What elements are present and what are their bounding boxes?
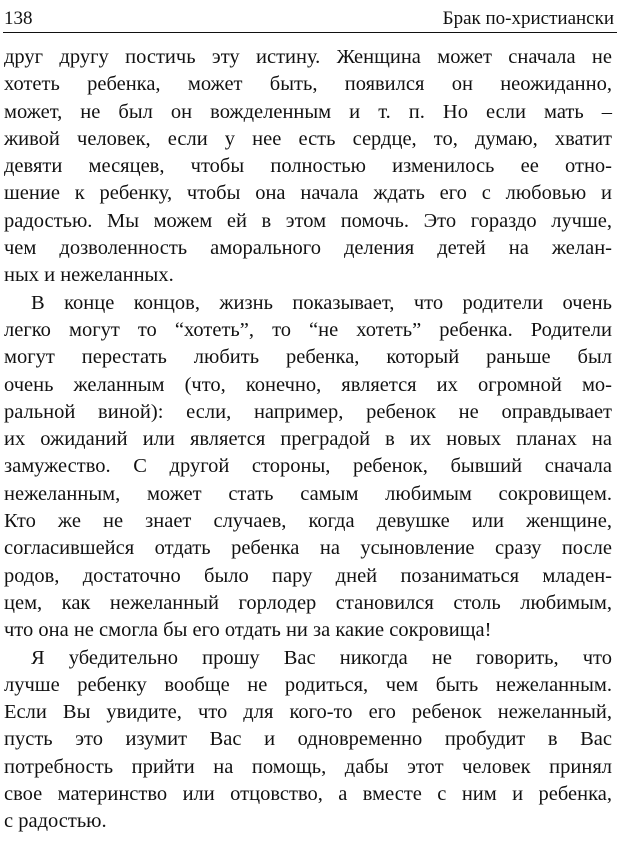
text-line: могут перестать любить ребенка, который раньше был xyxy=(4,346,612,369)
text-line: живой человек, если у нее есть сердце, то, думаю, хватит xyxy=(4,127,612,150)
running-head xyxy=(4,3,614,30)
text-line: что она не смогла бы его отдать ни за какие сокровища! xyxy=(4,619,492,642)
text-line: ральной виной): если, например, ребенок не оправдывает xyxy=(4,400,612,423)
text-line: лучше ребенку вообще не родиться, чем быть нежеланным. xyxy=(4,673,612,696)
page-number: 138 xyxy=(4,8,33,29)
text-line: друг другу постичь эту истину. Женщина может сначала не xyxy=(4,46,612,68)
text-line: В конце концов, жизнь показывает, что родители очень xyxy=(31,291,612,314)
paragraph xyxy=(4,645,612,836)
text-line: Кто же не знает случаев, когда девушке или женщине, xyxy=(4,510,612,533)
text-line: свое материнство или отцовство, а вместе с ним и ребенка, xyxy=(4,783,612,806)
body-text xyxy=(4,44,612,836)
text-line: согласившейся отдать ребенка на усыновление сразу после xyxy=(4,537,612,560)
running-title: Брак по-христиански xyxy=(442,8,614,29)
text-line: очень желанным (что, конечно, является их огромной мо- xyxy=(4,373,612,396)
text-line: чем дозволенность аморального деления детей на желан- xyxy=(4,237,612,260)
text-line: замужество. С другой стороны, ребенок, бывший сначала xyxy=(4,455,612,478)
text-line: пусть это изумит Вас и одновременно пробудит в Вас xyxy=(4,728,612,751)
text-line: может, не был он вожделенным и т. п. Но если мать – xyxy=(4,100,612,123)
text-line: Я убедительно прошу Вас никогда не говорить, что xyxy=(31,646,612,669)
text-line: хотеть ребенка, может быть, появился он неожиданно, xyxy=(4,73,612,96)
text-line: девяти месяцев, чтобы полностью изменилось ее отно- xyxy=(4,155,612,178)
paragraph xyxy=(4,44,612,290)
text-line: Если Вы увидите, что для кого-то его ребенок нежеланный, xyxy=(4,701,612,724)
header-rule xyxy=(3,32,617,33)
text-line: радостью. Мы можем ей в этом помочь. Это гораздо лучше, xyxy=(4,209,612,232)
text-line: потребность прийти на помощь, дабы этот человек принял xyxy=(4,755,612,778)
paragraph xyxy=(4,290,612,645)
text-line: ных и нежеланных. xyxy=(4,264,174,287)
text-line: легко могут то “хотеть”, то “не хотеть” ребенка. Родители xyxy=(4,318,612,341)
text-line: нежеланным, может стать самым любимым сокровищем. xyxy=(4,482,612,505)
text-line: шение к ребенку, чтобы она начала ждать его с любовью и xyxy=(4,182,612,205)
text-line: родов, достаточно было пару дней позаниматься младен- xyxy=(4,564,612,587)
text-line: цем, как нежеланный горлодер становился столь любимым, xyxy=(4,591,612,614)
text-line: их ожиданий или является преградой в их новых планах на xyxy=(4,428,612,451)
text-line: с радостью. xyxy=(4,810,107,833)
